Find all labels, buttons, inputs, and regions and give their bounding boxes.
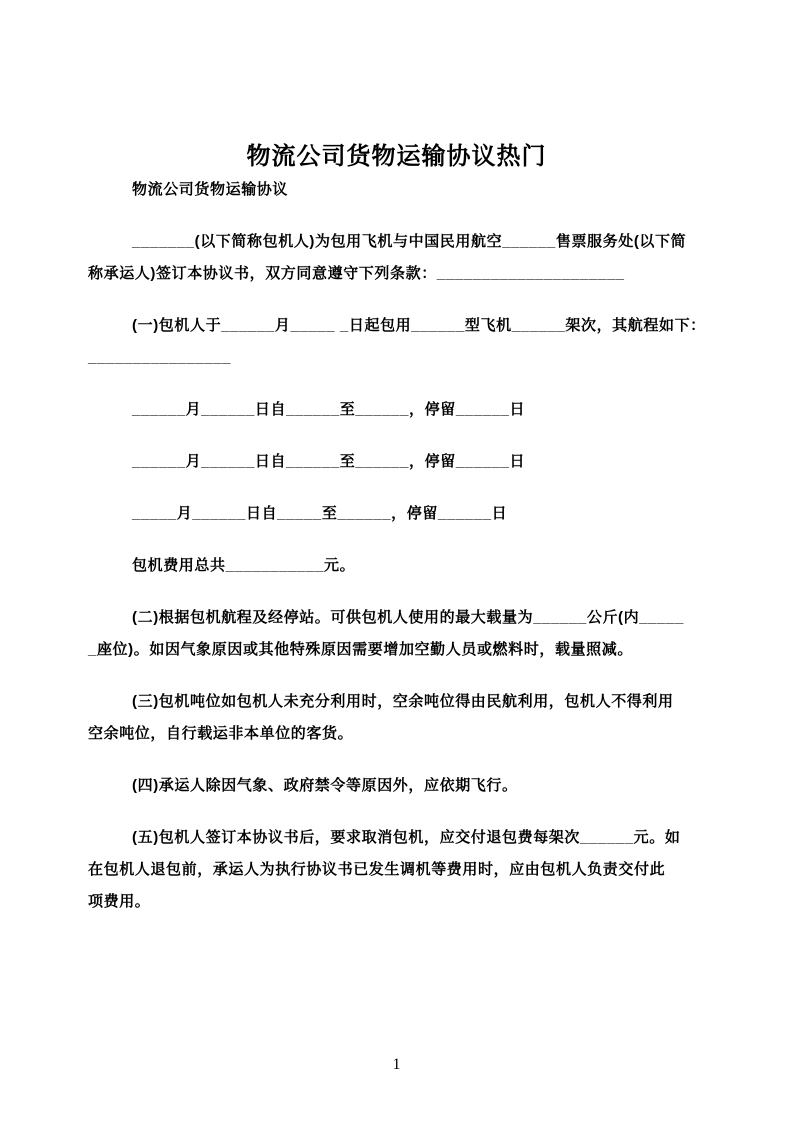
intro-paragraph — [88, 226, 705, 290]
page-title: 物流公司货物运输协议热门 — [246, 143, 547, 170]
clause-4-paragraph — [88, 770, 705, 802]
clause-1-paragraph — [88, 310, 705, 374]
route-line-3 — [88, 498, 705, 530]
fee-paragraph — [88, 550, 705, 582]
intro-line-1: _______(以下简称包机人)为包用飞机与中国民用航空______售票服务处(以下简 — [132, 233, 687, 250]
clause-3-paragraph — [88, 686, 705, 750]
clause-5-line-1: (五)包机人签订本协议书后，要求取消包机，应交付退包费每架次______元。如 — [132, 829, 681, 846]
clause-3-line-1: (三)包机吨位如包机人未充分利用时，空余吨位得由民航利用，包机人不得利用 — [132, 693, 674, 710]
clause-3-line-2: 空余吨位，自行载运非本单位的客货。 — [88, 725, 354, 742]
clause-5-line-2: 在包机人退包前，承运人为执行协议书已发生调机等费用时，应由包机人负责交付此 — [88, 861, 666, 878]
intro-line-2: 称承运人)签订本协议书，双方同意遵守下列条款：_____________________ — [88, 265, 625, 282]
clause-1-line-1: (一)包机人于______月_____ _日起包用______型飞机______架次，其航程如下： — [132, 317, 706, 334]
clause-2-paragraph — [88, 602, 705, 666]
clause-1-line-2: ________________ — [88, 349, 232, 366]
clause-4-line: (四)承运人除因气象、政府禁令等原因外，应依期飞行。 — [132, 777, 518, 794]
route-3-text: _____月______日自_____至______，停留______日 — [132, 505, 508, 522]
document-body — [88, 0, 705, 938]
fee-line: 包机费用总共___________元。 — [132, 557, 356, 574]
route-line-2 — [88, 446, 705, 478]
route-2-text: ______月______日自______至______，停留______日 — [132, 453, 526, 470]
clause-5-line-3: 项费用。 — [88, 893, 151, 910]
route-1-text: ______月______日自______至______，停留______日 — [132, 401, 526, 418]
page-number: 1 — [392, 1056, 401, 1073]
doc-subtitle — [88, 174, 705, 206]
clause-5-paragraph — [88, 822, 705, 918]
subtitle-line: 物流公司货物运输协议 — [132, 181, 289, 198]
clause-2-line-1: (二)根据包机航程及经停站。可供包机人使用的最大载量为______公斤(内_____ — [132, 609, 684, 626]
clause-2-line-2: _座位)。如因气象原因或其他特殊原因需要增加空勤人员或燃料时，载量照减。 — [88, 641, 633, 658]
route-line-1 — [88, 394, 705, 426]
